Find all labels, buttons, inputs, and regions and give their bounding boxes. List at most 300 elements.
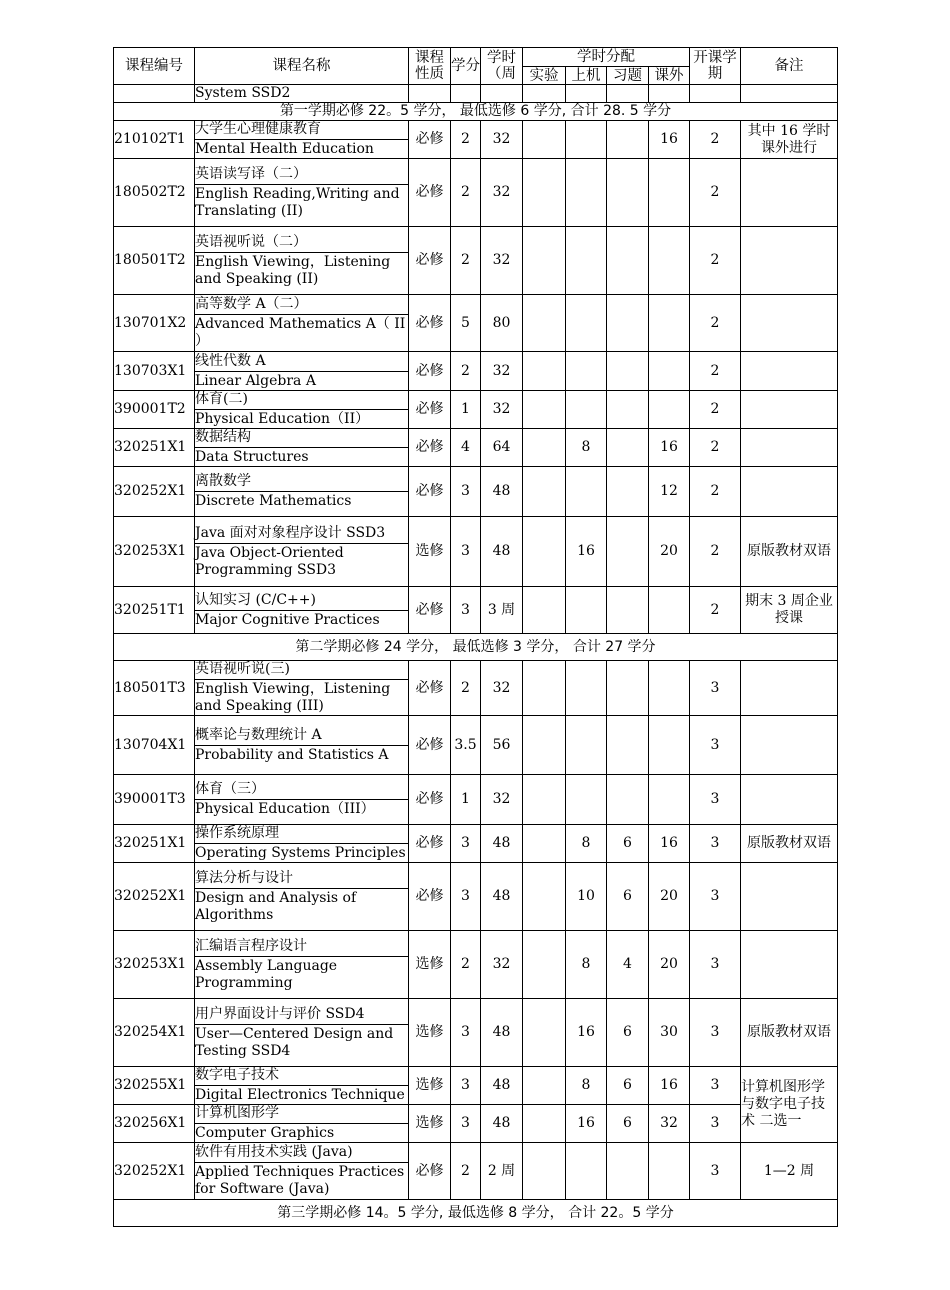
course-code: 180501T3	[114, 661, 195, 716]
course-code: 320254X1	[114, 999, 195, 1067]
course-remark	[741, 775, 838, 825]
course-hours: 48	[481, 1067, 523, 1105]
course-code: 320251T1	[114, 587, 195, 634]
course-nature: 必修	[409, 121, 451, 159]
course-term: 2	[690, 517, 741, 587]
course-name	[195, 716, 409, 775]
course-out	[649, 716, 690, 775]
course-ex	[607, 121, 649, 159]
semester-row	[114, 103, 838, 121]
course-name-en: Computer Graphics	[195, 1125, 335, 1141]
course-name-zh: 英语视听说（二）	[195, 234, 408, 253]
course-exp	[523, 121, 566, 159]
course-code: 320255X1	[114, 1067, 195, 1105]
course-out: 20	[649, 863, 690, 931]
course-name-zh: 体育(二)	[195, 391, 408, 410]
table-row	[114, 295, 838, 352]
course-name-zh: 用户界面设计与评价 SSD4	[195, 1006, 408, 1025]
course-name-en: Discrete Mathematics	[195, 493, 352, 509]
course-name	[195, 517, 409, 587]
course-term: 3	[690, 1143, 741, 1200]
course-out	[649, 775, 690, 825]
course-name-en: Linear Algebra A	[195, 372, 316, 389]
course-lab	[566, 661, 607, 716]
course-ex	[607, 517, 649, 587]
course-code: 320253X1	[114, 517, 195, 587]
course-out	[649, 227, 690, 295]
course-credit: 3.5	[451, 716, 481, 775]
course-name-en: System SSD2	[195, 85, 409, 103]
course-term: 2	[690, 295, 741, 352]
table-row	[114, 517, 838, 587]
course-name-zh: 大学生心理健康教育	[195, 121, 408, 140]
course-code: 320251X1	[114, 429, 195, 467]
course-hours: 32	[481, 931, 523, 999]
table-row	[114, 227, 838, 295]
course-name-zh: 计算机图形学	[195, 1105, 408, 1124]
course-term: 2	[690, 227, 741, 295]
course-lab: 16	[566, 517, 607, 587]
course-term: 2	[690, 352, 741, 391]
course-remark: 原版教材双语	[741, 825, 838, 863]
course-out: 32	[649, 1105, 690, 1143]
course-name	[195, 121, 409, 159]
course-name	[195, 999, 409, 1067]
course-out: 16	[649, 825, 690, 863]
course-term: 3	[690, 1067, 741, 1105]
course-credit: 3	[451, 517, 481, 587]
course-name-en: English Viewing，Listening and Speaking (II)	[195, 253, 391, 287]
course-term: 3	[690, 775, 741, 825]
course-credit: 2	[451, 1143, 481, 1200]
course-hours: 32	[481, 661, 523, 716]
course-ex: 6	[607, 999, 649, 1067]
course-name-zh: 概率论与数理统计 A	[195, 727, 408, 746]
course-name-en: Digital Electronics Technique	[195, 1087, 405, 1103]
course-remark	[741, 352, 838, 391]
course-lab	[566, 121, 607, 159]
course-credit: 2	[451, 661, 481, 716]
course-name-zh: 体育（三）	[195, 781, 408, 800]
course-remark: 原版教材双语	[741, 999, 838, 1067]
table-row	[114, 661, 838, 716]
course-name	[195, 352, 409, 391]
course-hours: 32	[481, 121, 523, 159]
course-lab: 8	[566, 429, 607, 467]
course-code: 320252X1	[114, 1143, 195, 1200]
course-name	[195, 467, 409, 517]
course-code: 320252X1	[114, 863, 195, 931]
table-row	[114, 467, 838, 517]
course-out: 30	[649, 999, 690, 1067]
course-credit: 3	[451, 467, 481, 517]
semester-row	[114, 634, 838, 661]
course-ex	[607, 467, 649, 517]
course-hours: 48	[481, 825, 523, 863]
header-lab: 上机	[566, 67, 607, 85]
course-credit: 2	[451, 227, 481, 295]
header-hours: 学时（周	[481, 48, 523, 85]
course-ex	[607, 227, 649, 295]
course-name-en: Data Structures	[195, 449, 309, 465]
course-credit: 2	[451, 352, 481, 391]
course-name	[195, 391, 409, 429]
course-code: 320256X1	[114, 1105, 195, 1143]
course-out	[649, 587, 690, 634]
course-term: 3	[690, 863, 741, 931]
table-row	[114, 391, 838, 429]
course-name-en: Advanced Mathematics A（ II ）	[195, 316, 406, 349]
course-hours: 32	[481, 227, 523, 295]
course-out: 16	[649, 429, 690, 467]
course-nature: 必修	[409, 352, 451, 391]
table-row	[114, 931, 838, 999]
course-name-en: Design and Analysis of Algorithms	[195, 889, 357, 923]
course-credit: 2	[451, 931, 481, 999]
table-row	[114, 121, 838, 159]
course-lab: 8	[566, 931, 607, 999]
course-nature: 必修	[409, 1143, 451, 1200]
semester-summary: 第一学期必修 22。5 学分， 最低选修 6 学分, 合计 28. 5 学分	[114, 103, 838, 121]
header-term: 开课学期	[690, 48, 741, 85]
course-name	[195, 587, 409, 634]
course-exp	[523, 716, 566, 775]
course-out: 16	[649, 121, 690, 159]
course-ex	[607, 661, 649, 716]
course-term: 3	[690, 931, 741, 999]
table-row	[114, 429, 838, 467]
course-lab: 8	[566, 1067, 607, 1105]
header-ex: 习题	[607, 67, 649, 85]
course-out	[649, 661, 690, 716]
course-name-zh: 操作系统原理	[195, 825, 408, 844]
course-name	[195, 931, 409, 999]
course-ex: 6	[607, 1067, 649, 1105]
course-exp	[523, 661, 566, 716]
course-hours: 48	[481, 517, 523, 587]
course-code: 320252X1	[114, 467, 195, 517]
course-hours: 48	[481, 467, 523, 517]
course-name-zh: 汇编语言程序设计	[195, 938, 408, 957]
course-term: 2	[690, 159, 741, 227]
course-ex	[607, 716, 649, 775]
course-remark	[741, 661, 838, 716]
course-name	[195, 1105, 409, 1143]
course-hours: 2 周	[481, 1143, 523, 1200]
course-nature: 必修	[409, 391, 451, 429]
course-code: 390001T2	[114, 391, 195, 429]
header-exp: 实验	[523, 67, 566, 85]
course-nature: 必修	[409, 775, 451, 825]
course-code: 130704X1	[114, 716, 195, 775]
course-out	[649, 159, 690, 227]
course-name-zh: Java 面对对象程序设计 SSD3	[195, 525, 408, 544]
course-name-en: Mental Health Education	[195, 141, 374, 157]
course-exp	[523, 999, 566, 1067]
course-exp	[523, 1143, 566, 1200]
course-exp	[523, 429, 566, 467]
course-remark: 其中 16 学时课外进行	[741, 121, 838, 159]
header-code: 课程编号	[114, 48, 195, 85]
header-credit: 学分	[451, 48, 481, 85]
course-credit: 2	[451, 159, 481, 227]
course-term: 3	[690, 661, 741, 716]
course-exp	[523, 1067, 566, 1105]
course-exp	[523, 517, 566, 587]
course-nature: 必修	[409, 825, 451, 863]
course-name-zh: 英语视听说(三)	[195, 661, 408, 680]
course-term: 3	[690, 999, 741, 1067]
course-name	[195, 429, 409, 467]
course-name	[195, 1067, 409, 1105]
course-nature: 必修	[409, 227, 451, 295]
course-term: 3	[690, 716, 741, 775]
course-ex	[607, 775, 649, 825]
course-ex: 6	[607, 825, 649, 863]
course-nature: 必修	[409, 295, 451, 352]
course-name	[195, 227, 409, 295]
course-name	[195, 159, 409, 227]
course-code: 210102T1	[114, 121, 195, 159]
course-name-en: User—Centered Design and Testing SSD4	[195, 1025, 394, 1059]
course-name-zh: 线性代数 A	[195, 353, 408, 372]
course-ex	[607, 295, 649, 352]
course-name	[195, 295, 409, 352]
course-out: 20	[649, 931, 690, 999]
course-exp	[523, 227, 566, 295]
course-hours: 64	[481, 429, 523, 467]
course-ex	[607, 1143, 649, 1200]
table-row	[114, 716, 838, 775]
course-remark	[741, 863, 838, 931]
course-code: 320253X1	[114, 931, 195, 999]
course-name-en: English Viewing，Listening and Speaking (III)	[195, 681, 391, 714]
course-code: 320251X1	[114, 825, 195, 863]
semester-summary: 第三学期必修 14。5 学分, 最低选修 8 学分， 合计 22。5 学分	[114, 1200, 838, 1227]
course-name-zh: 离散数学	[195, 473, 408, 492]
course-exp	[523, 775, 566, 825]
header-out: 课外	[649, 67, 690, 85]
header-nature: 课程性质	[409, 48, 451, 85]
table-row	[114, 775, 838, 825]
course-term: 2	[690, 429, 741, 467]
course-remark	[741, 429, 838, 467]
course-lab: 8	[566, 825, 607, 863]
course-term: 2	[690, 587, 741, 634]
course-name-en: Applied Techniques Practices for Software (Java)	[195, 1164, 405, 1197]
course-name-en: Physical Education（II）	[195, 411, 370, 427]
course-lab	[566, 391, 607, 429]
course-name-zh: 算法分析与设计	[195, 870, 408, 889]
course-credit: 3	[451, 999, 481, 1067]
course-hours: 32	[481, 775, 523, 825]
course-name-en: English Reading,Writing and Translating (II)	[195, 185, 400, 219]
course-credit: 1	[451, 775, 481, 825]
course-hours: 56	[481, 716, 523, 775]
course-code: 180501T2	[114, 227, 195, 295]
table-row	[114, 863, 838, 931]
course-lab	[566, 775, 607, 825]
course-nature: 选修	[409, 999, 451, 1067]
course-exp	[523, 1105, 566, 1143]
course-lab	[566, 352, 607, 391]
course-exp	[523, 159, 566, 227]
course-name	[195, 863, 409, 931]
header-name: 课程名称	[195, 48, 409, 85]
course-name-en: Probability and Statistics A	[195, 746, 389, 763]
course-credit: 2	[451, 121, 481, 159]
course-ex	[607, 159, 649, 227]
course-credit: 3	[451, 1105, 481, 1143]
course-remark: 计算机图形学与数字电子技术 二选一	[741, 1067, 838, 1143]
course-nature: 选修	[409, 1067, 451, 1105]
course-name-zh: 软件有用技术实践 (Java)	[195, 1144, 408, 1163]
course-name-zh: 高等数学 A（二）	[195, 296, 408, 315]
course-exp	[523, 863, 566, 931]
course-lab	[566, 716, 607, 775]
course-hours: 48	[481, 999, 523, 1067]
course-name-zh: 英语读写译（二）	[195, 166, 408, 185]
course-hours: 48	[481, 863, 523, 931]
course-hours: 32	[481, 352, 523, 391]
course-name-en: Major Cognitive Practices	[195, 611, 380, 628]
course-exp	[523, 295, 566, 352]
course-remark	[741, 159, 838, 227]
course-name-en: Java Object-Oriented Programming SSD3	[195, 544, 344, 578]
table-row	[114, 85, 838, 103]
course-nature: 必修	[409, 159, 451, 227]
semester-row	[114, 1200, 838, 1227]
course-credit: 3	[451, 1067, 481, 1105]
course-code: 180502T2	[114, 159, 195, 227]
course-out: 20	[649, 517, 690, 587]
table-row	[114, 352, 838, 391]
course-code: 130703X1	[114, 352, 195, 391]
course-lab: 16	[566, 1105, 607, 1143]
course-credit: 3	[451, 825, 481, 863]
course-ex	[607, 352, 649, 391]
course-ex: 6	[607, 863, 649, 931]
header-remark: 备注	[741, 48, 838, 85]
course-exp	[523, 352, 566, 391]
course-nature: 必修	[409, 716, 451, 775]
table-row	[114, 587, 838, 634]
course-ex	[607, 587, 649, 634]
course-out	[649, 295, 690, 352]
table-row	[114, 159, 838, 227]
course-ex	[607, 429, 649, 467]
course-remark	[741, 467, 838, 517]
course-remark	[741, 391, 838, 429]
course-remark	[741, 227, 838, 295]
course-name	[195, 825, 409, 863]
course-credit: 1	[451, 391, 481, 429]
course-hours: 3 周	[481, 587, 523, 634]
course-exp	[523, 391, 566, 429]
table-row	[114, 1143, 838, 1200]
course-term: 2	[690, 391, 741, 429]
course-term: 3	[690, 1105, 741, 1143]
course-name	[195, 1143, 409, 1200]
course-name-zh: 数字电子技术	[195, 1067, 408, 1086]
course-exp	[523, 931, 566, 999]
course-exp	[523, 467, 566, 517]
course-name-zh: 数据结构	[195, 429, 408, 448]
course-term: 2	[690, 121, 741, 159]
course-remark: 1—2 周	[741, 1143, 838, 1200]
course-credit: 3	[451, 863, 481, 931]
course-nature: 必修	[409, 863, 451, 931]
course-lab	[566, 159, 607, 227]
table-row	[114, 1105, 838, 1143]
semester-summary: 第二学期必修 24 学分， 最低选修 3 学分， 合计 27 学分	[114, 634, 838, 661]
course-nature: 选修	[409, 1105, 451, 1143]
course-name-en: Assembly Language Programming	[195, 957, 338, 991]
course-name-en: Operating Systems Principles	[195, 845, 406, 861]
course-lab	[566, 587, 607, 634]
course-nature: 必修	[409, 429, 451, 467]
course-out	[649, 391, 690, 429]
table-row	[114, 999, 838, 1067]
course-ex: 4	[607, 931, 649, 999]
course-ex	[607, 391, 649, 429]
course-name	[195, 775, 409, 825]
table-row	[114, 825, 838, 863]
course-nature: 选修	[409, 931, 451, 999]
course-hours: 48	[481, 1105, 523, 1143]
course-lab	[566, 227, 607, 295]
course-name-en: Physical Education（III）	[195, 801, 375, 817]
course-code: 390001T3	[114, 775, 195, 825]
course-nature: 选修	[409, 517, 451, 587]
course-credit: 5	[451, 295, 481, 352]
course-table	[113, 47, 838, 1227]
course-hours: 80	[481, 295, 523, 352]
course-remark: 期末 3 周企业授课	[741, 587, 838, 634]
course-ex: 6	[607, 1105, 649, 1143]
course-lab: 10	[566, 863, 607, 931]
course-name-zh: 认知实习 (C/C++)	[195, 592, 408, 611]
header-alloc: 学时分配	[523, 48, 690, 67]
table-row	[114, 1067, 838, 1105]
course-term: 2	[690, 467, 741, 517]
course-out	[649, 352, 690, 391]
course-lab	[566, 1143, 607, 1200]
course-out: 12	[649, 467, 690, 517]
course-nature: 必修	[409, 587, 451, 634]
table-body	[114, 85, 838, 1227]
course-name	[195, 661, 409, 716]
course-out	[649, 1143, 690, 1200]
course-code: 130701X2	[114, 295, 195, 352]
course-lab	[566, 295, 607, 352]
course-nature: 必修	[409, 467, 451, 517]
course-lab: 16	[566, 999, 607, 1067]
course-out: 16	[649, 1067, 690, 1105]
course-remark	[741, 295, 838, 352]
course-remark: 原版教材双语	[741, 517, 838, 587]
course-credit: 4	[451, 429, 481, 467]
course-credit: 3	[451, 587, 481, 634]
course-remark	[741, 931, 838, 999]
course-nature: 必修	[409, 661, 451, 716]
course-term: 3	[690, 825, 741, 863]
course-hours: 32	[481, 159, 523, 227]
course-exp	[523, 587, 566, 634]
course-hours: 32	[481, 391, 523, 429]
course-exp	[523, 825, 566, 863]
course-remark	[741, 716, 838, 775]
